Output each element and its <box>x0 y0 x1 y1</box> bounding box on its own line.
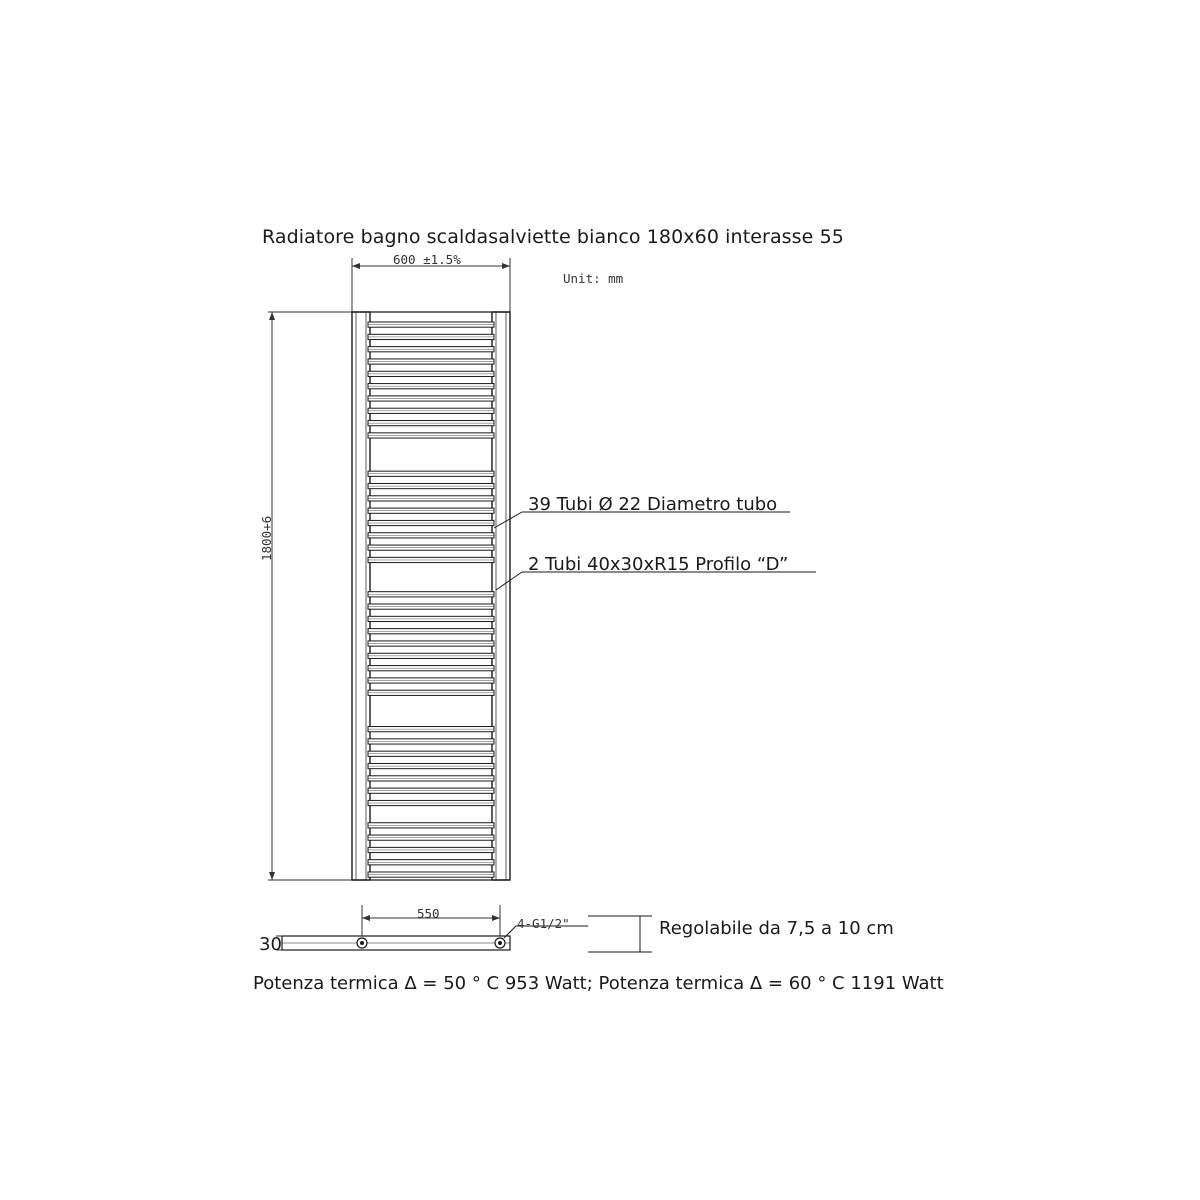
dimension-center-distance-label: 550 <box>417 906 440 921</box>
bottom-plan-view <box>276 905 652 952</box>
radiator-rails <box>368 322 494 877</box>
callout-leaders <box>494 512 816 590</box>
callout-tubes: 39 Tubi Ø 22 Diametro tubo <box>528 494 778 515</box>
page-title: Radiatore bagno scaldasalviette bianco 180x60 interasse 55 <box>262 226 844 248</box>
left-dimension <box>268 312 352 880</box>
dimension-width-label: 600 ±1.5% <box>393 252 461 267</box>
dimension-depth-label: 30 <box>259 934 282 955</box>
callout-adjustable-bracket: Regolabile da 7,5 a 10 cm <box>659 918 894 939</box>
callout-profile: 2 Tubi 40x30xR15 Profilo “D” <box>528 554 789 575</box>
power-output-note: Potenza termica Δ = 50 ° C 953 Watt; Potenza termica Δ = 60 ° C 1191 Watt <box>253 973 944 994</box>
unit-note: Unit: mm <box>563 271 624 286</box>
dimension-height-label: 1800+6 <box>259 515 274 561</box>
thread-spec-label: 4-G1/2" <box>517 916 570 931</box>
